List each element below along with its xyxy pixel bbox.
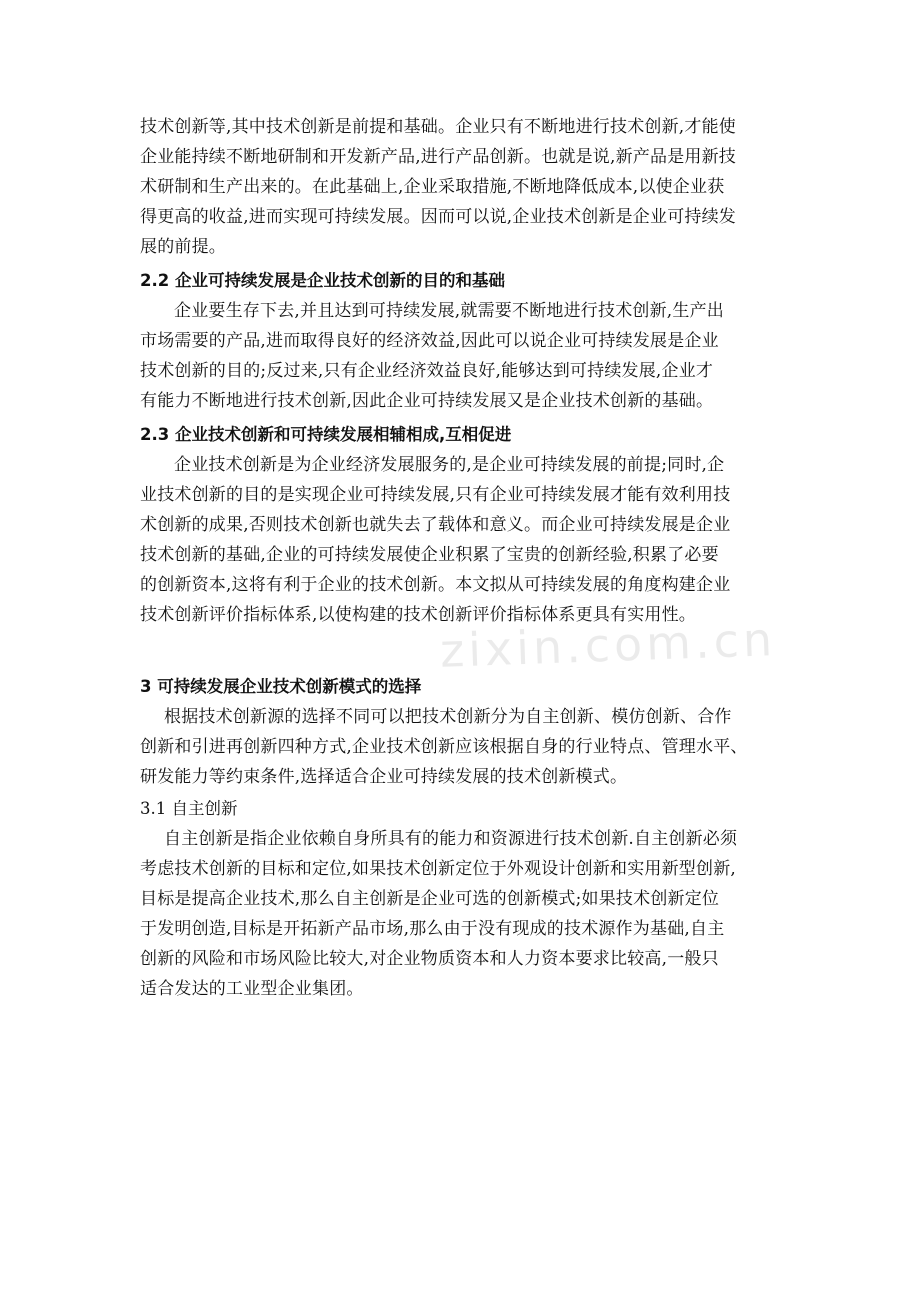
paragraph-line: 创新的风险和市场风险比较大,对企业物质资本和人力资本要求比较高,一般只 <box>140 949 719 969</box>
paragraph-1 <box>140 112 790 262</box>
section-gap <box>140 630 790 668</box>
paragraph-line: 得更高的收益,进而实现可持续发展。因而可以说,企业技术创新是企业可持续发 <box>140 207 737 227</box>
paragraph-line: 技术创新的目的;反过来,只有企业经济效益良好,能够达到可持续发展,企业才 <box>140 361 714 381</box>
paragraph-line: 企业要生存下去,并且达到可持续发展,就需要不断地进行技术创新,生产出 <box>174 301 725 321</box>
paragraph-line: 于发明创造,目标是开拓新产品市场,那么由于没有现成的技术源作为基础,自主 <box>140 919 725 939</box>
document-page <box>140 112 790 1004</box>
section-heading-3-1: 3.1 自主创新 <box>140 799 238 818</box>
watermark: zixin.com.cn <box>439 612 777 678</box>
paragraph-line: 市场需要的产品,进而取得良好的经济效益,因此可以说企业可持续发展是企业 <box>140 331 719 351</box>
paragraph-line: 根据技术创新源的选择不同可以把技术创新分为自主创新、模仿创新、合作 <box>164 707 732 727</box>
paragraph-2 <box>140 296 790 416</box>
paragraph-line: 研发能力等约束条件,选择适合企业可持续发展的技术创新模式。 <box>140 767 628 787</box>
paragraph-line: 展的前提。 <box>140 237 226 257</box>
paragraph-line: 的创新资本,这将有利于企业的技术创新。本文拟从可持续发展的角度构建企业 <box>140 575 731 595</box>
section-heading-2-3: 2.3 企业技术创新和可持续发展相辅相成,互相促进 <box>140 425 512 444</box>
section-heading-3: 3 可持续发展企业技术创新模式的选择 <box>140 677 422 696</box>
paragraph-line: 技术创新等,其中技术创新是前提和基础。企业只有不断地进行技术创新,才能使 <box>140 117 737 137</box>
paragraph-line: 技术创新的基础,企业的可持续发展使企业积累了宝贵的创新经验,积累了必要 <box>140 545 719 565</box>
paragraph-line: 企业技术创新是为企业经济发展服务的,是企业可持续发展的前提;同时,企 <box>174 455 725 475</box>
paragraph-line: 技术创新评价指标体系,以使构建的技术创新评价指标体系更具有实用性。 <box>140 605 697 625</box>
paragraph-line: 适合发达的工业型企业集团。 <box>140 979 364 999</box>
paragraph-line: 术创新的成果,否则技术创新也就失去了载体和意义。而企业可持续发展是企业 <box>140 515 731 535</box>
paragraph-line: 自主创新是指企业依赖自身所具有的能力和资源进行技术创新.自主创新必须 <box>164 829 738 849</box>
paragraph-line: 考虑技术创新的目标和定位,如果技术创新定位于外观设计创新和实用新型创新, <box>140 859 737 879</box>
paragraph-line: 有能力不断地进行技术创新,因此企业可持续发展又是企业技术创新的基础。 <box>140 391 714 411</box>
section-heading-2-2: 2.2 企业可持续发展是企业技术创新的目的和基础 <box>140 271 505 290</box>
paragraph-line: 业技术创新的目的是实现企业可持续发展,只有企业可持续发展才能有效利用技 <box>140 485 731 505</box>
paragraph-3 <box>140 450 790 630</box>
paragraph-line: 创新和引进再创新四种方式,企业技术创新应该根据自身的行业特点、管理水平、 <box>140 737 748 757</box>
paragraph-line: 企业能持续不断地研制和开发新产品,进行产品创新。也就是说,新产品是用新技 <box>140 147 737 167</box>
paragraph-4 <box>140 702 790 792</box>
paragraph-line: 目标是提高企业技术,那么自主创新是企业可选的创新模式;如果技术创新定位 <box>140 889 720 909</box>
paragraph-line: 术研制和生产出来的。在此基础上,企业采取措施,不断地降低成本,以使企业获 <box>140 177 725 197</box>
paragraph-5 <box>140 824 790 1004</box>
